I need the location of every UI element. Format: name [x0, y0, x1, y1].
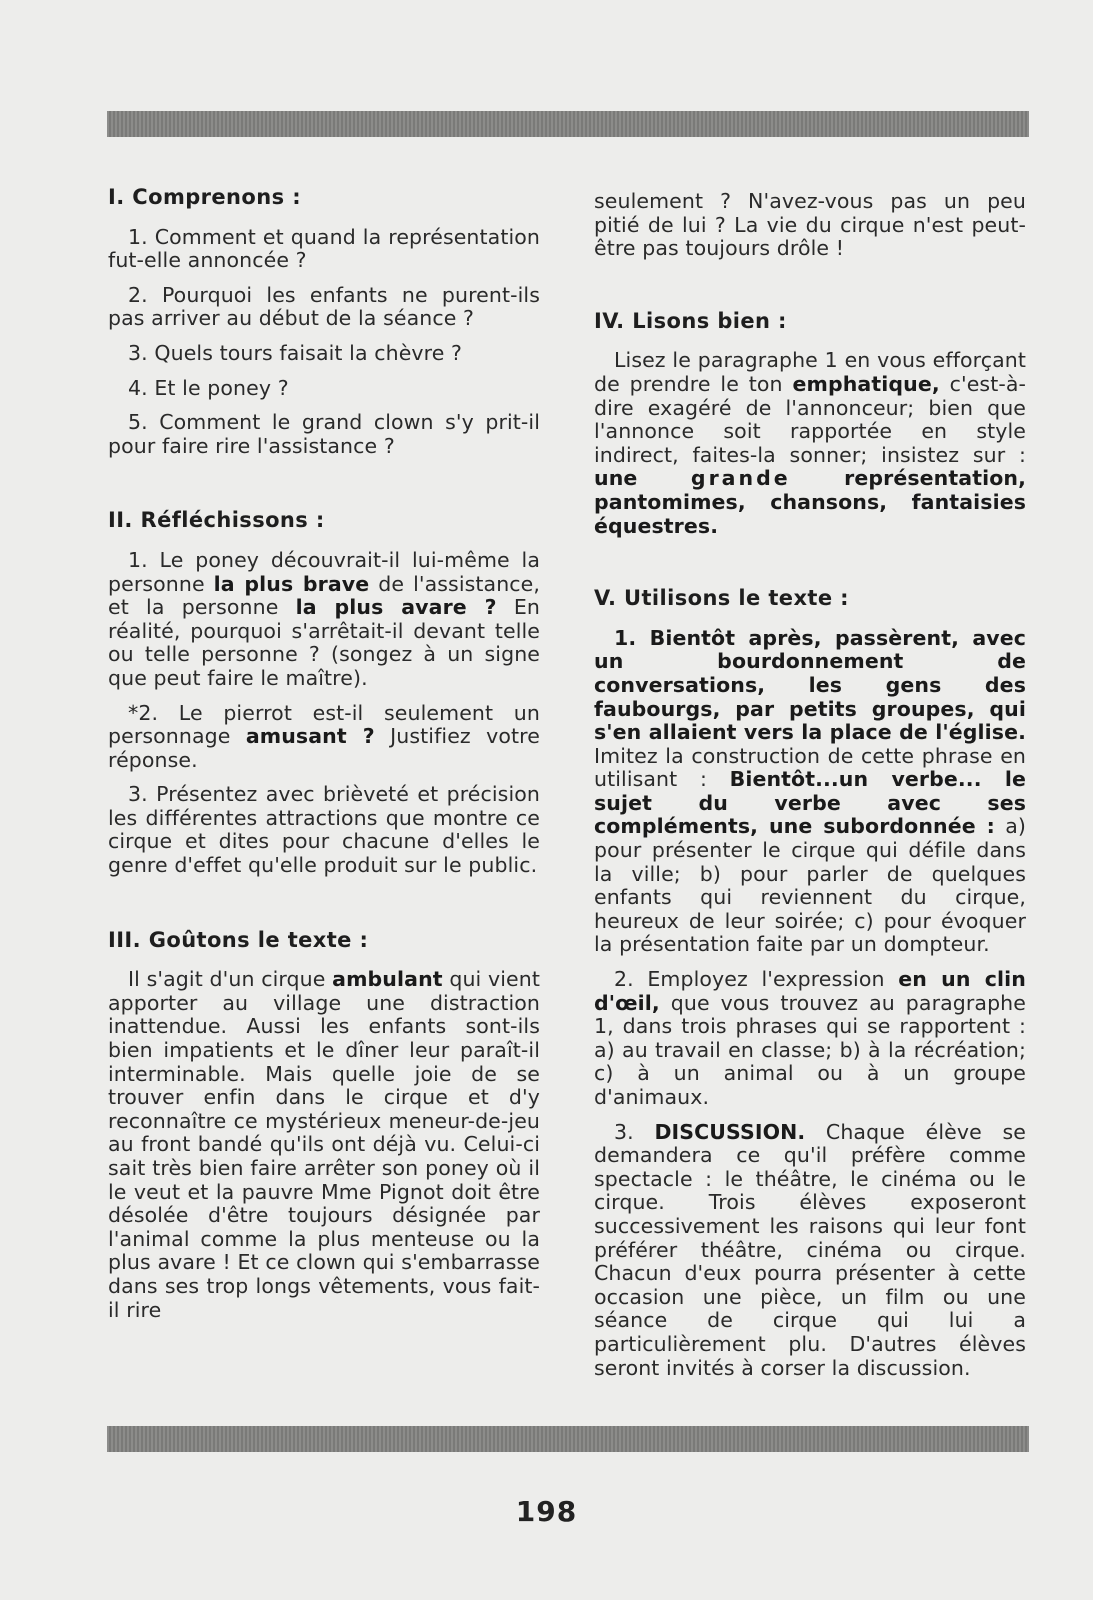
right-column — [594, 190, 1026, 1391]
s4-bold-grande: grande — [690, 466, 791, 491]
s5-q2-text-c: que vous trouvez au paragraphe 1, dans trois phrases qui se rapportent : a) au travail en classe; b) à la récréation; c) à un animal ou à un groupe d'animaux. — [594, 990, 1026, 1109]
s3-paragraph-continued: seulement ? N'avez-vous pas un peu pitié de lui ? La vie du cirque n'est peut-être pas toujours drôle ! — [594, 189, 1026, 261]
s2-q2-text-c: Justifiez votre réponse. — [108, 724, 540, 772]
s3-bold-ambulant: ambulant — [332, 967, 443, 992]
s2-q1-text-c: de l'assistance, et la personne — [108, 571, 540, 620]
s2-q1-bold-avare: la plus avare ? — [295, 595, 497, 620]
s2-q1-bold-brave: la plus brave — [213, 571, 370, 596]
spacer — [594, 549, 1026, 587]
s5-q3-bold-discussion: DISCUSSION. — [654, 1119, 806, 1144]
s4-bold-une: une — [594, 466, 638, 491]
left-column — [108, 186, 540, 1333]
s5-q1-bold-pattern: Bientôt...un verbe... le sujet du verbe avec ses compléments, une subordonnée : — [594, 767, 1026, 839]
s4-paragraph — [594, 349, 1026, 538]
s5-q1-bold-example: 1. Bientôt après, passèrent, avec un bourdonnement de conversations, les gens des faubourgs, par petits groupes, qui s'en allaient vers la place de l'église. — [594, 625, 1026, 745]
s5-q3-text-a: 3. — [614, 1119, 655, 1144]
s4-bold-emphatique: emphatique, — [792, 371, 940, 396]
s2-question-1 — [108, 549, 540, 691]
top-decorative-bar — [107, 111, 1029, 137]
s1-question-4: 4. Et le poney ? — [128, 375, 289, 400]
s3-text-c: qui vient apporter au village une distraction inattendue. Aussi les enfants sont-ils bien impatients et le dîner leur paraît-il interminable. Mais quelle joie de se trouver enfin dans le cirque et d'y reconnaître ce mystérieux meneur-de-jeu au front bandé qu'ils ont déjà vu. Celui-ci sait très bien faire arrêter son poney où il le veut et la pauvre Mme Pignot doit être désolée d'être toujours désignée par l'animal comme la plus menteuse ou la plus avare ! Et ce clown qui s'embarrasse dans ses trop longs vêtements, vous fait-il rire — [108, 967, 540, 1322]
page-number: 198 — [515, 1495, 578, 1528]
s4-bold-list: représentation, pantomimes, chansons, fantaisies équestres. — [594, 466, 1026, 538]
s2-q2-text-a: *2. Le pierrot est-il seulement un personnage — [108, 700, 540, 749]
section-4-title: IV. Lisons bien : — [594, 308, 787, 333]
s2-q1-text-e: En réalité, pourquoi s'arrêtait-il devant telle ou telle personne ? (songez à un signe que peut faire le maître). — [108, 595, 540, 690]
s5-question-2 — [594, 968, 1026, 1110]
s3-text-a: Il s'agit d'un cirque — [128, 967, 333, 992]
s5-question-3 — [594, 1121, 1026, 1381]
section-3-title: III. Goûtons le texte : — [108, 927, 369, 952]
s5-q1-text-b: Imitez la construction de cette phrase en utilisant : — [594, 743, 1026, 792]
s3-paragraph — [108, 968, 540, 1322]
section-2-title: II. Réfléchissons : — [108, 508, 325, 533]
s5-q3-text-c: Chaque élève se demandera ce qu'il préfère comme spectacle : le théâtre, le cinéma ou le cirque. Trois élèves exposeront successivement les raisons qui leur font préférer théâtre, cinéma ou cirque. Chacun d'eux pourra présenter à cette occasion une pièce, un film ou une séance de cirque qui lui a particulièrement plu. D'autres élèves seront invités à corser la discussion. — [594, 1119, 1026, 1380]
s4-text-a: Lisez le paragraphe 1 en vous efforçant de prendre le ton — [594, 348, 1026, 396]
s5-question-1 — [594, 627, 1026, 957]
s5-q2-bold-expression: en un clin d'œil, — [594, 967, 1026, 1015]
s2-question-2 — [108, 702, 540, 773]
s2-q1-text-a: 1. Le poney découvrait-il lui-même la personne — [108, 547, 540, 596]
s2-question-3: 3. Présentez avec brièveté et précision les différentes attractions que montre ce cirque et dites pour chacune d'elles le genre d'effet qu'elle produit sur le public. — [108, 782, 540, 878]
section-1-title: I. Comprenons : — [108, 185, 301, 209]
spacer — [108, 889, 540, 929]
s5-q1-text-d: a) pour présenter le cirque qui défile dans la ville; b) pour parler de quelques enfants qui reviennent du cirque, heureux de leur soirée; c) pour évoquer la présentation faite par un dompteur. — [594, 814, 1026, 957]
s1-question-1: 1. Comment et quand la représentation fut-elle annoncée ? — [108, 224, 540, 273]
s1-question-3: 3. Quels tours faisait la chèvre ? — [128, 340, 463, 365]
s1-question-2: 2. Pourquoi les enfants ne purent-ils pas arriver au début de la séance ? — [108, 282, 540, 331]
s1-question-5: 5. Comment le grand clown s'y prit-il pour faire rire l'assistance ? — [108, 410, 540, 458]
bottom-decorative-bar — [107, 1426, 1029, 1452]
s4-text-c: c'est-à-dire exagéré de l'annonceur; bien que l'annonce soit rapportée en style indirect, faites-la sonner; insistez sur : — [594, 371, 1026, 467]
s2-q2-bold-amusant: amusant ? — [245, 724, 375, 749]
spacer — [594, 272, 1026, 310]
spacer — [108, 469, 540, 509]
section-5-title: V. Utilisons le texte : — [594, 586, 849, 611]
s5-q2-text-a: 2. Employez l'expression — [614, 967, 899, 992]
